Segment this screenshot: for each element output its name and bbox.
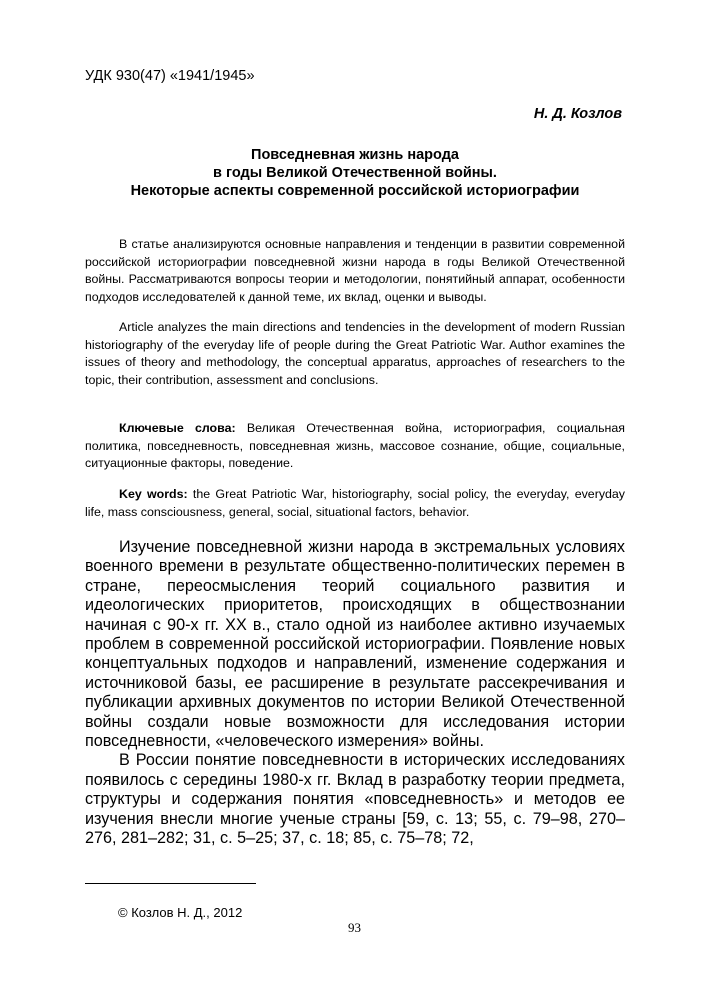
abstract-russian: В статье анализируются основные направления и тенденции в развитии современной российской историографии повседневной жизни народа в годы Великой Отечественной войны. Рассматриваются вопросы теории и методологии, понятийный аппарат, особенности подходов исследователей к данной теме, их вклад, оценки и выводы. [85,237,625,304]
footnote-divider [85,883,256,884]
keywords-english [85,486,625,521]
body-paragraph: В России понятие повседневности в исторических исследованиях появилось с середины 1980-х гг. Вклад в разработку теории предмета, структуры и содержания понятия «повседневность» и методов ее изучения внесли многие ученые страны [59, с. 13; 55, с. 79–98, 270–276, 281–282; 31, с. 5–25; 37, с. 18; 85, с. 75–78; 72, [85,751,625,848]
keywords-russian [85,420,625,473]
body-paragraph: Изучение повседневной жизни народа в экстремальных условиях военного времени в результате общественно-политических перемен в стране, переосмысления теорий социального развития и идеологических приоритетов, происходящих в обществознании начиная с 90-х гг. XX в., стало одной из наиболее активно изучаемых проблем в современной российской историографии. Появление новых концептуальных подходов и направлений, изменение содержания и источниковой базы, ее расширение в результате рассекречивания и публикации архивных документов по истории Великой Отечественной войны создали новые возможности для исследования истории повседневности, «человеческого измерения» войны. [85,538,625,751]
keywords-label: Ключевые слова: [119,421,236,435]
abstract-english: Article analyzes the main directions and tendencies in the development of modern Russian historiography of the everyday life of people during the Great Patriotic War. Author examines the issues of theory and methodology, the conceptual apparatus, approaches of researchers to the topic, their contribution, assessment and conclusions. [85,320,625,387]
page-number: 93 [348,920,361,935]
title-line: Некоторые аспекты современной российской историографии [130,183,580,199]
title-line: Повседневная жизнь народа [251,147,459,163]
keywords-label: Key words: [119,487,188,501]
keywords-text: Великая Отечественная война, историография, социальная политика, повседневность, повседневная жизнь, массовое сознание, общие, социальные, ситуационные факторы, поведение. [85,421,625,470]
keywords-text: the Great Patriotic War, historiography, social policy, the everyday, everyday life, mass consciousness, general, social, situational factors, behavior. [85,487,626,519]
udk-code: УДК 930(47) «1941/1945» [85,68,255,84]
author-name: Н. Д. Козлов [533,106,622,122]
title-line: в годы Великой Отечественной войны. [213,165,497,181]
article-body [85,538,625,849]
article-title [85,146,625,200]
copyright-footnote: © Козлов Н. Д., 2012 [118,905,243,920]
